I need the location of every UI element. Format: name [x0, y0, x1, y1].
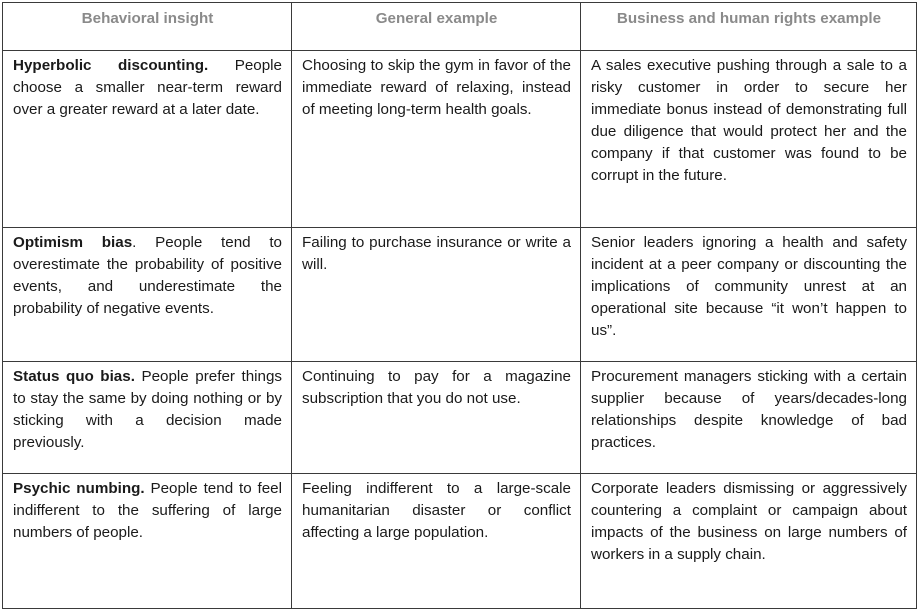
behavioral-insights-table [2, 2, 917, 609]
business-example-cell: A sales executive pushing through a sale to a risky customer in order to secure her immediate bonus instead of demonstrating full due diligence that would protect her and the company if that customer was found to be corrupt in the future. [581, 51, 917, 228]
header-business-human-rights-example: Business and human rights example [581, 3, 917, 51]
insight-term: Hyperbolic discounting. [13, 57, 209, 74]
table-row [3, 51, 917, 228]
general-example-cell: Feeling indifferent to a large-scale humanitarian disaster or conflict affecting a large population. [292, 474, 581, 609]
insight-cell [3, 362, 292, 474]
business-example-cell: Procurement managers sticking with a certain supplier because of years/decades-long relationships despite knowledge of bad practices. [581, 362, 917, 474]
insight-term: Psychic numbing. [13, 480, 145, 497]
business-example-cell: Corporate leaders dismissing or aggressively countering a complaint or campaign about impacts of the business on large numbers of workers in a supply chain. [581, 474, 917, 609]
table-row [3, 474, 917, 609]
general-example-cell: Continuing to pay for a magazine subscription that you do not use. [292, 362, 581, 474]
insight-definition: . People tend to overestimate the probability of positive events, and underestimate the probability of negative events. [13, 234, 282, 317]
insight-definition: People prefer things to stay the same by doing nothing or by sticking with a decision made previously. [13, 368, 283, 451]
insight-definition: People choose a smaller near-term reward over a greater reward at a later date. [13, 57, 282, 118]
header-row [3, 3, 917, 51]
insight-term: Status quo bias. [13, 368, 135, 385]
table-row [3, 228, 917, 362]
insight-definition: People tend to feel indifferent to the suffering of large numbers of people. [13, 480, 282, 541]
insight-cell [3, 228, 292, 362]
general-example-cell: Choosing to skip the gym in favor of the immediate reward of relaxing, instead of meeting long-term health goals. [292, 51, 581, 228]
insight-cell [3, 474, 292, 609]
header-behavioral-insight: Behavioral insight [3, 3, 292, 51]
business-example-cell: Senior leaders ignoring a health and safety incident at a peer company or discounting the implications of community unrest at an operational site because “it won’t happen to us”. [581, 228, 917, 362]
insight-cell [3, 51, 292, 228]
table-row [3, 362, 917, 474]
insight-term: Optimism bias [13, 234, 133, 251]
header-general-example: General example [292, 3, 581, 51]
general-example-cell: Failing to purchase insurance or write a will. [292, 228, 581, 362]
